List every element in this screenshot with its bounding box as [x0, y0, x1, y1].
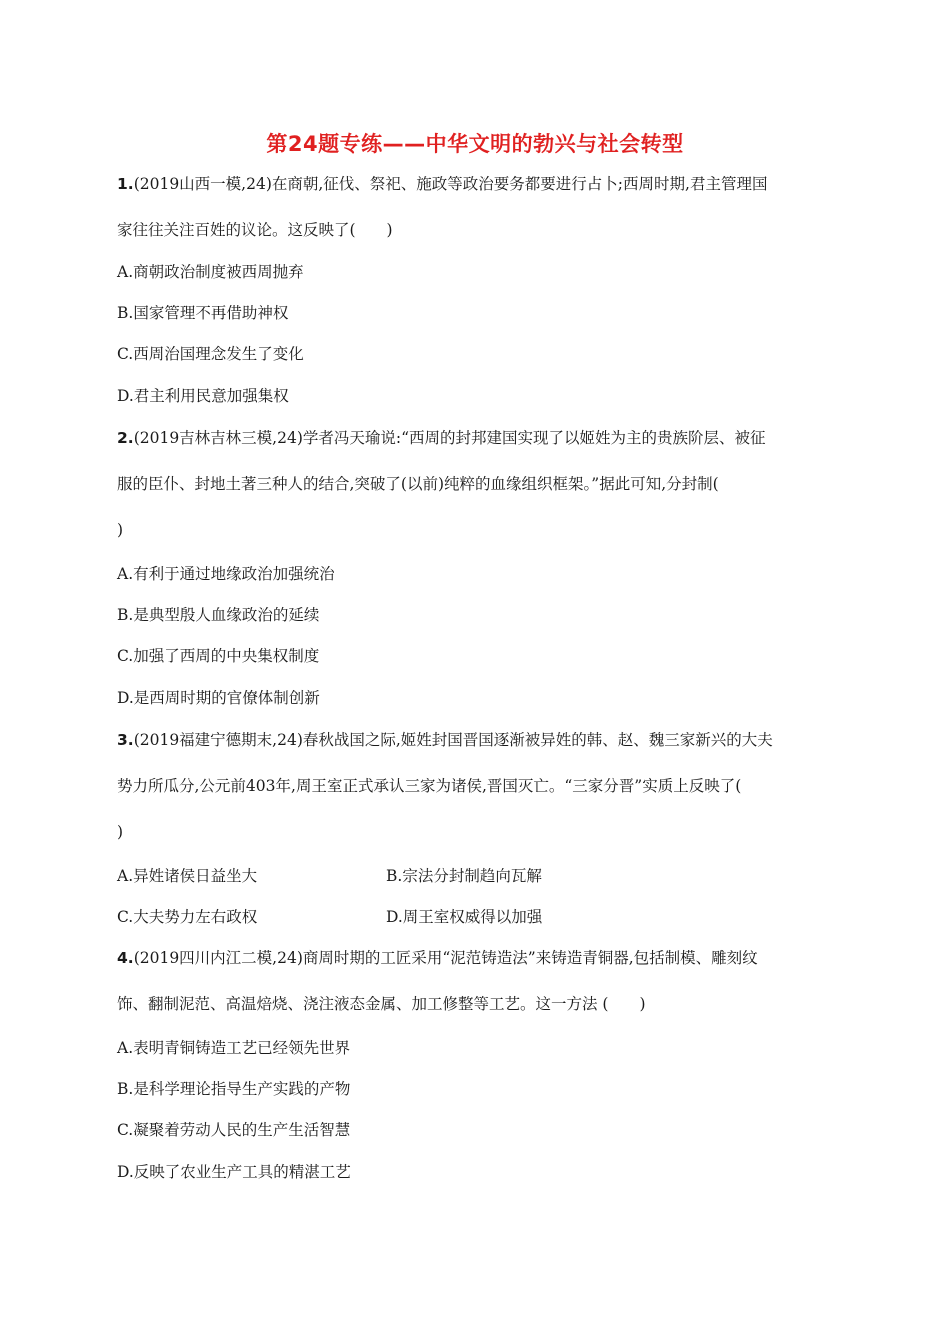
- question-2-option-a[interactable]: A.有利于通过地缘政治加强统治: [117, 565, 335, 583]
- question-3-number: 3.: [117, 731, 134, 749]
- question-1-stem-line-2: 家往往关注百姓的议论。这反映了( ): [117, 221, 393, 239]
- question-2-text: (2019吉林吉林三模,24)学者冯天瑜说:“西周的封邦建国实现了以姬姓为主的贵族阶层、被征: [133, 429, 766, 447]
- question-4-option-a[interactable]: A.表明青铜铸造工艺已经领先世界: [117, 1039, 351, 1057]
- question-4-option-b[interactable]: B.是科学理论指导生产实践的产物: [117, 1080, 351, 1098]
- question-4-option-d[interactable]: D.反映了农业生产工具的精湛工艺: [117, 1163, 351, 1181]
- question-1-option-b[interactable]: B.国家管理不再借助神权: [117, 304, 289, 322]
- question-2-stem-line-3: ): [117, 521, 124, 539]
- question-4-stem-line-2: 饰、翻制泥范、高温焙烧、浇注液态金属、加工修整等工艺。这一方法 ( ): [117, 995, 646, 1013]
- question-3-option-c[interactable]: C.大夫势力左右政权: [117, 908, 258, 926]
- question-3-stem-line-1: [117, 730, 773, 750]
- page-title: 第24题专练——中华文明的勃兴与社会转型: [266, 132, 684, 156]
- question-2-number: 2.: [117, 429, 134, 447]
- question-2-stem-line-1: [117, 428, 766, 448]
- question-4-number: 4.: [117, 949, 134, 967]
- question-3-options-row-2: [117, 907, 833, 927]
- question-1-option-d[interactable]: D.君主利用民意加强集权: [117, 387, 289, 405]
- question-4-option-c[interactable]: C.凝聚着劳动人民的生产生活智慧: [117, 1121, 351, 1139]
- question-2-option-d[interactable]: D.是西周时期的官僚体制创新: [117, 689, 320, 707]
- question-4-stem-line-1: [117, 948, 758, 968]
- question-1-number: 1.: [117, 175, 134, 193]
- question-3-options-row-1: [117, 866, 833, 886]
- question-3-stem-line-3: ): [117, 823, 124, 841]
- question-3-option-a[interactable]: A.异姓诸侯日益坐大: [117, 867, 258, 885]
- question-3-option-b[interactable]: B.宗法分封制趋向瓦解: [386, 867, 542, 885]
- question-1-option-a[interactable]: A.商朝政治制度被西周抛弃: [117, 263, 304, 281]
- question-2-option-b[interactable]: B.是典型殷人血缘政治的延续: [117, 606, 320, 624]
- question-3-text: (2019福建宁德期末,24)春秋战国之际,姬姓封国晋国逐渐被异姓的韩、赵、魏三家新兴的大夫: [133, 731, 773, 749]
- question-3-stem-line-2: 势力所瓜分,公元前403年,周王室正式承认三家为诸侯,晋国灭亡。“三家分晋”实质上反映了(: [117, 777, 742, 795]
- question-2-stem-line-2: 服的臣仆、封地土著三种人的结合,突破了(以前)纯粹的血缘组织框架。”据此可知,分封制(: [117, 475, 719, 493]
- question-1-option-c[interactable]: C.西周治国理念发生了变化: [117, 345, 304, 363]
- question-3-option-d[interactable]: D.周王室权威得以加强: [386, 908, 543, 926]
- question-4-text: (2019四川内江二模,24)商周时期的工匠采用“泥范铸造法”来铸造青铜器,包括制模、雕刻纹: [133, 949, 758, 967]
- question-1-stem-line-1: [117, 174, 767, 194]
- question-2-option-c[interactable]: C.加强了西周的中央集权制度: [117, 647, 320, 665]
- question-1-text: (2019山西一模,24)在商朝,征伐、祭祀、施政等政治要务都要进行占卜;西周时期,君主管理国: [133, 175, 768, 193]
